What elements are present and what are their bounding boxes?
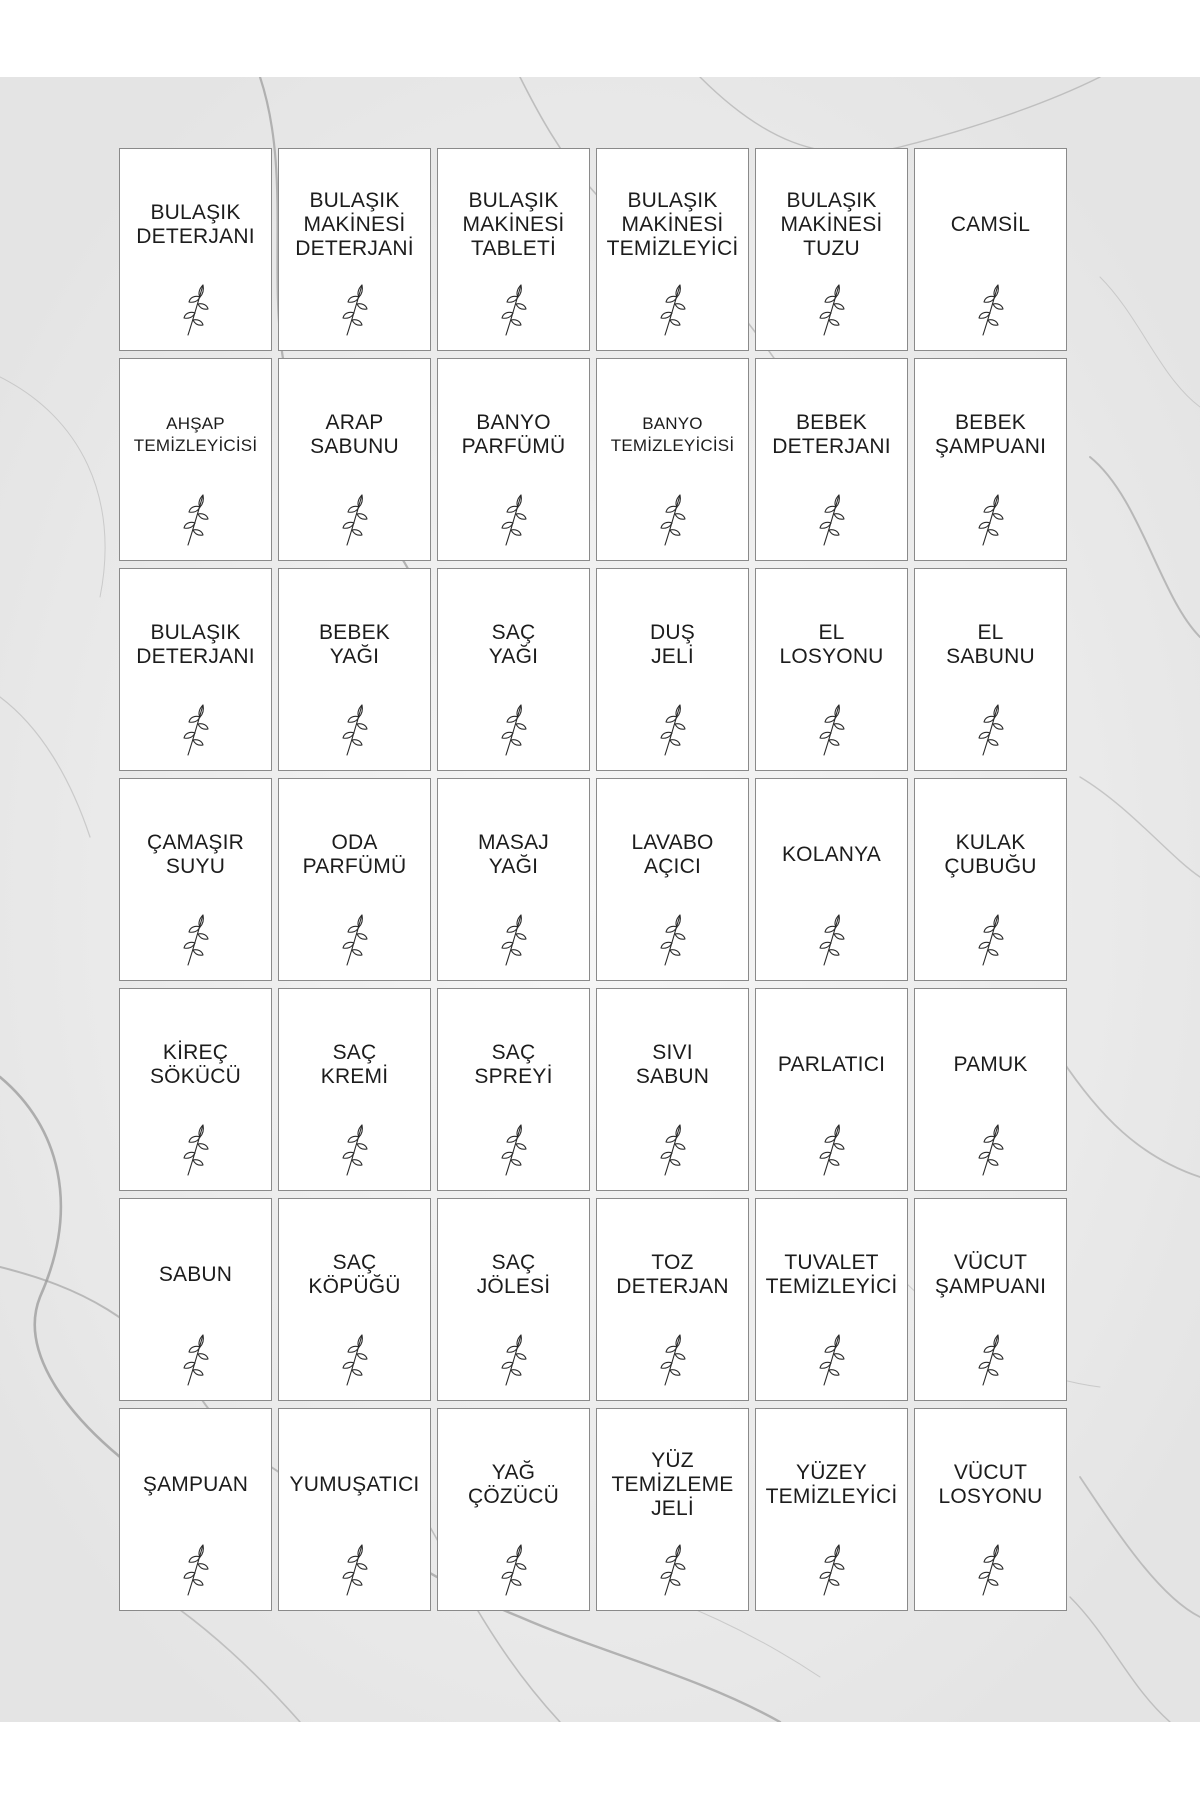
label-text: SIVI SABUN — [635, 1041, 710, 1088]
label-text: AHŞAP TEMİZLEYİCİSİ — [133, 414, 258, 455]
label-grid — [119, 148, 1069, 1611]
label-card — [278, 568, 431, 771]
label-text: ARAP SABUNU — [310, 411, 399, 458]
leaf-sprig-icon — [335, 699, 375, 757]
label-card — [278, 988, 431, 1191]
label-text: SAÇ JÖLESİ — [476, 1251, 551, 1298]
label-card — [437, 1408, 590, 1611]
leaf-sprig-icon — [812, 489, 852, 547]
leaf-sprig-icon — [653, 489, 693, 547]
label-text: YUMUŞATICI — [289, 1473, 420, 1496]
label-text: SAÇ SPREYİ — [474, 1041, 553, 1088]
leaf-sprig-icon — [653, 699, 693, 757]
label-card — [596, 778, 749, 981]
label-text: EL LOSYONU — [779, 621, 884, 668]
label-card — [914, 148, 1067, 351]
label-card — [596, 358, 749, 561]
label-card — [278, 778, 431, 981]
label-card — [755, 358, 908, 561]
label-card — [437, 1198, 590, 1401]
label-card — [119, 1408, 272, 1611]
label-card — [437, 988, 590, 1191]
label-card — [119, 988, 272, 1191]
label-card — [278, 148, 431, 351]
label-card — [437, 778, 590, 981]
label-card — [278, 1198, 431, 1401]
label-card — [437, 148, 590, 351]
leaf-sprig-icon — [335, 1539, 375, 1597]
leaf-sprig-icon — [971, 1119, 1011, 1177]
leaf-sprig-icon — [971, 1539, 1011, 1597]
leaf-sprig-icon — [971, 699, 1011, 757]
label-text: BULAŞIK DETERJANI — [136, 621, 255, 668]
label-text: DUŞ JELİ — [650, 621, 695, 668]
label-text: BULAŞIK MAKİNESİ DETERJANİ — [295, 189, 414, 260]
leaf-sprig-icon — [335, 279, 375, 337]
label-text: TUVALET TEMİZLEYİCİ — [765, 1251, 898, 1298]
leaf-sprig-icon — [971, 1329, 1011, 1387]
label-text: KULAK ÇUBUĞU — [944, 831, 1037, 878]
leaf-sprig-icon — [653, 1329, 693, 1387]
label-text: BULAŞIK MAKİNESİ TUZU — [780, 189, 883, 260]
label-text: KİREÇ SÖKÜCÜ — [149, 1041, 242, 1088]
leaf-sprig-icon — [812, 1329, 852, 1387]
leaf-sprig-icon — [494, 489, 534, 547]
label-card — [119, 778, 272, 981]
label-text: BEBEK ŞAMPUANI — [934, 411, 1047, 458]
leaf-sprig-icon — [494, 1119, 534, 1177]
label-text: LAVABO AÇICI — [631, 831, 714, 878]
leaf-sprig-icon — [335, 489, 375, 547]
label-text: ODA PARFÜMÜ — [302, 831, 407, 878]
label-card — [119, 568, 272, 771]
label-text: MASAJ YAĞI — [477, 831, 549, 878]
leaf-sprig-icon — [812, 1119, 852, 1177]
label-card — [119, 1198, 272, 1401]
leaf-sprig-icon — [176, 909, 216, 967]
label-text: SABUN — [158, 1263, 233, 1286]
label-card — [755, 988, 908, 1191]
label-text: YÜZ TEMİZLEME JELİ — [611, 1449, 734, 1520]
label-text: VÜCUT ŞAMPUANI — [934, 1251, 1047, 1298]
leaf-sprig-icon — [971, 909, 1011, 967]
label-text: BANYO PARFÜMÜ — [461, 411, 566, 458]
label-text: SAÇ KÖPÜĞÜ — [308, 1251, 401, 1298]
label-text: YÜZEY TEMİZLEYİCİ — [765, 1461, 898, 1508]
label-card — [755, 148, 908, 351]
leaf-sprig-icon — [812, 1539, 852, 1597]
label-text: BEBEK DETERJANI — [772, 411, 891, 458]
leaf-sprig-icon — [494, 279, 534, 337]
label-text: PARLATICI — [777, 1053, 886, 1076]
label-card — [755, 568, 908, 771]
label-text: ŞAMPUAN — [142, 1473, 249, 1496]
label-card — [437, 358, 590, 561]
leaf-sprig-icon — [335, 1119, 375, 1177]
leaf-sprig-icon — [653, 1539, 693, 1597]
label-text: BULAŞIK MAKİNESİ TABLETİ — [462, 189, 565, 260]
leaf-sprig-icon — [335, 1329, 375, 1387]
label-text: PAMUK — [953, 1053, 1028, 1076]
label-card — [596, 1198, 749, 1401]
label-card — [914, 1198, 1067, 1401]
label-card — [755, 1408, 908, 1611]
label-card — [278, 358, 431, 561]
label-card — [914, 1408, 1067, 1611]
label-card — [596, 1408, 749, 1611]
label-card — [437, 568, 590, 771]
leaf-sprig-icon — [176, 1539, 216, 1597]
leaf-sprig-icon — [653, 279, 693, 337]
leaf-sprig-icon — [494, 1539, 534, 1597]
label-card — [914, 358, 1067, 561]
label-text: BULAŞIK DETERJANI — [136, 201, 255, 248]
label-text: SAÇ YAĞI — [488, 621, 539, 668]
leaf-sprig-icon — [494, 1329, 534, 1387]
label-text: SAÇ KREMİ — [320, 1041, 389, 1088]
label-card — [119, 358, 272, 561]
leaf-sprig-icon — [812, 279, 852, 337]
label-card — [596, 568, 749, 771]
leaf-sprig-icon — [653, 1119, 693, 1177]
leaf-sprig-icon — [812, 909, 852, 967]
label-text: EL SABUNU — [946, 621, 1035, 668]
label-card — [596, 148, 749, 351]
leaf-sprig-icon — [494, 909, 534, 967]
label-text: BANYO TEMİZLEYİCİSİ — [610, 414, 735, 455]
leaf-sprig-icon — [812, 699, 852, 757]
leaf-sprig-icon — [176, 1329, 216, 1387]
leaf-sprig-icon — [971, 489, 1011, 547]
label-card — [278, 1408, 431, 1611]
leaf-sprig-icon — [176, 489, 216, 547]
label-text: BULAŞIK MAKİNESİ TEMİZLEYİCİ — [606, 189, 739, 260]
label-text: YAĞ ÇÖZÜCÜ — [467, 1461, 560, 1508]
label-card — [914, 988, 1067, 1191]
leaf-sprig-icon — [335, 909, 375, 967]
leaf-sprig-icon — [176, 1119, 216, 1177]
leaf-sprig-icon — [653, 909, 693, 967]
label-text: ÇAMAŞIR SUYU — [146, 831, 245, 878]
label-text: KOLANYA — [781, 843, 882, 866]
leaf-sprig-icon — [176, 699, 216, 757]
label-text: CAMSİL — [950, 213, 1031, 236]
label-card — [755, 778, 908, 981]
label-card — [119, 148, 272, 351]
leaf-sprig-icon — [494, 699, 534, 757]
label-card — [596, 988, 749, 1191]
label-text: VÜCUT LOSYONU — [938, 1461, 1043, 1508]
label-card — [914, 568, 1067, 771]
label-card — [755, 1198, 908, 1401]
label-text: TOZ DETERJAN — [616, 1251, 729, 1298]
label-text: BEBEK YAĞI — [318, 621, 391, 668]
label-card — [914, 778, 1067, 981]
leaf-sprig-icon — [176, 279, 216, 337]
leaf-sprig-icon — [971, 279, 1011, 337]
